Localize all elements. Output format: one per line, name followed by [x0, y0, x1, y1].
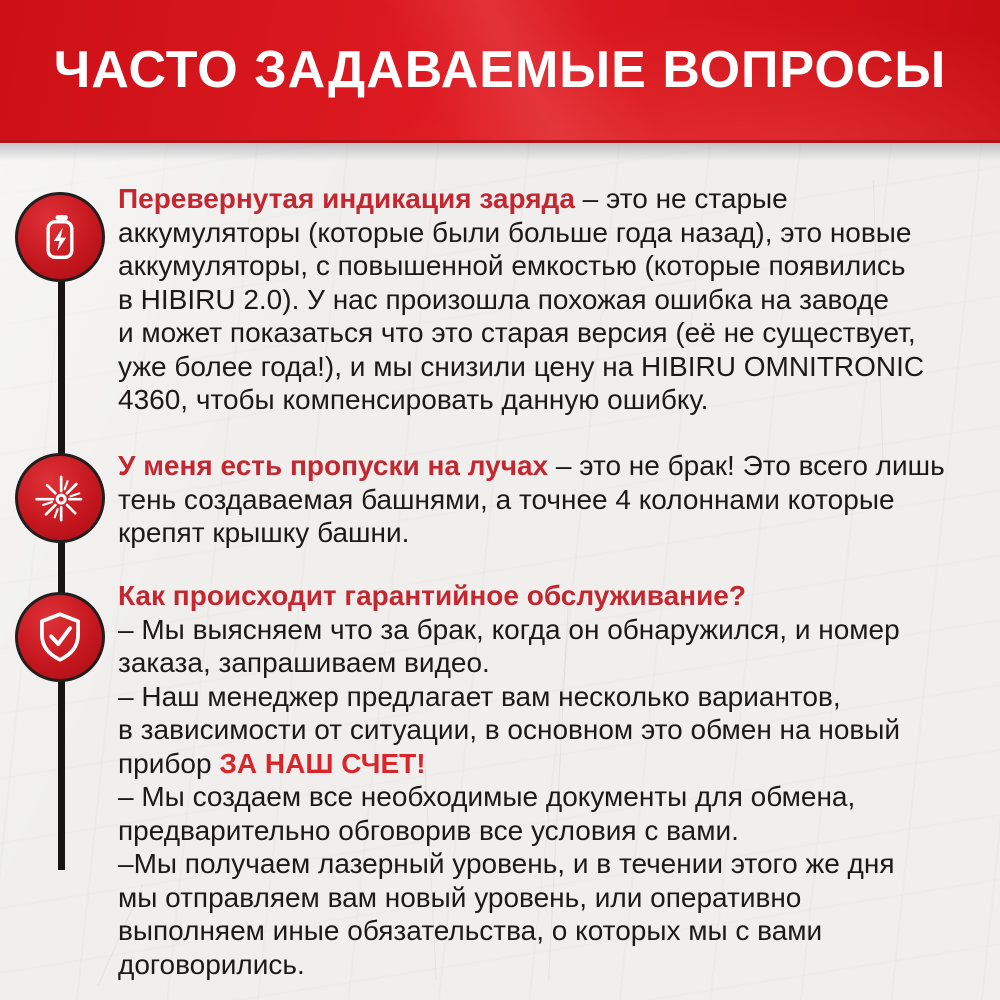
laser-beam-icon — [15, 453, 105, 543]
faq-item-warranty-text — [118, 579, 994, 981]
faq-question: У меня есть пропуски на лучах — [118, 450, 549, 481]
battery-charging-icon — [15, 192, 105, 282]
faq-item-battery-text — [118, 182, 994, 417]
page-title: ЧАСТО ЗАДАВАЕМЫЕ ВОПРОСЫ — [53, 41, 947, 99]
header-banner — [0, 0, 1000, 143]
faq-answer-highlight: ЗА НАШ СЧЕТ! — [219, 747, 426, 779]
shield-check-icon — [15, 592, 105, 682]
timeline-line — [58, 237, 65, 870]
laser-beam-glyph — [32, 470, 88, 526]
faq-answer: – Мы создаем все необходимые документы для обмена, предварительно обговорив все условия с вами. –Мы получаем лазерный уровень, и в течении этого же дня мы отправляем вам новый уровень, или оперативно выполняем иные обязательства, о которых мы с вами договорились. — [118, 781, 895, 980]
battery-charging-glyph — [33, 210, 87, 264]
faq-answer: – это не старые аккумуляторы (которые были больше года назад), это новые аккумуляторы, с повышенной емкостью (которые появились в HIBIRU 2.0). У нас произошла похожая ошибка на заводе и может показаться что это старая версия (её не существует, уже более года!), и мы снизили цену на HIBIRU OMNITRONIC 4360, чтобы компенсировать данную ошибку. — [118, 183, 925, 415]
faq-item-laser-text — [118, 449, 994, 550]
faq-answer: – Мы выясняем что за брак, когда он обнаружился, и номер заказа, запрашиваем видео. – Наш менеджер предлагает вам несколько вариантов, в зависимости от ситуации, в основном это обмен на новый прибор — [118, 613, 901, 779]
shield-check-glyph — [32, 609, 88, 665]
faq-answer: – это не брак! Это всего лишь тень создаваемая башнями, а точнее 4 колоннами которые крепят крышку башни. — [118, 450, 945, 548]
banner-shadow-edge — [0, 143, 1000, 161]
faq-question: Перевернутая индикация заряда — [118, 183, 575, 214]
faq-question: Как происходит гарантийное обслуживание? — [118, 580, 746, 611]
